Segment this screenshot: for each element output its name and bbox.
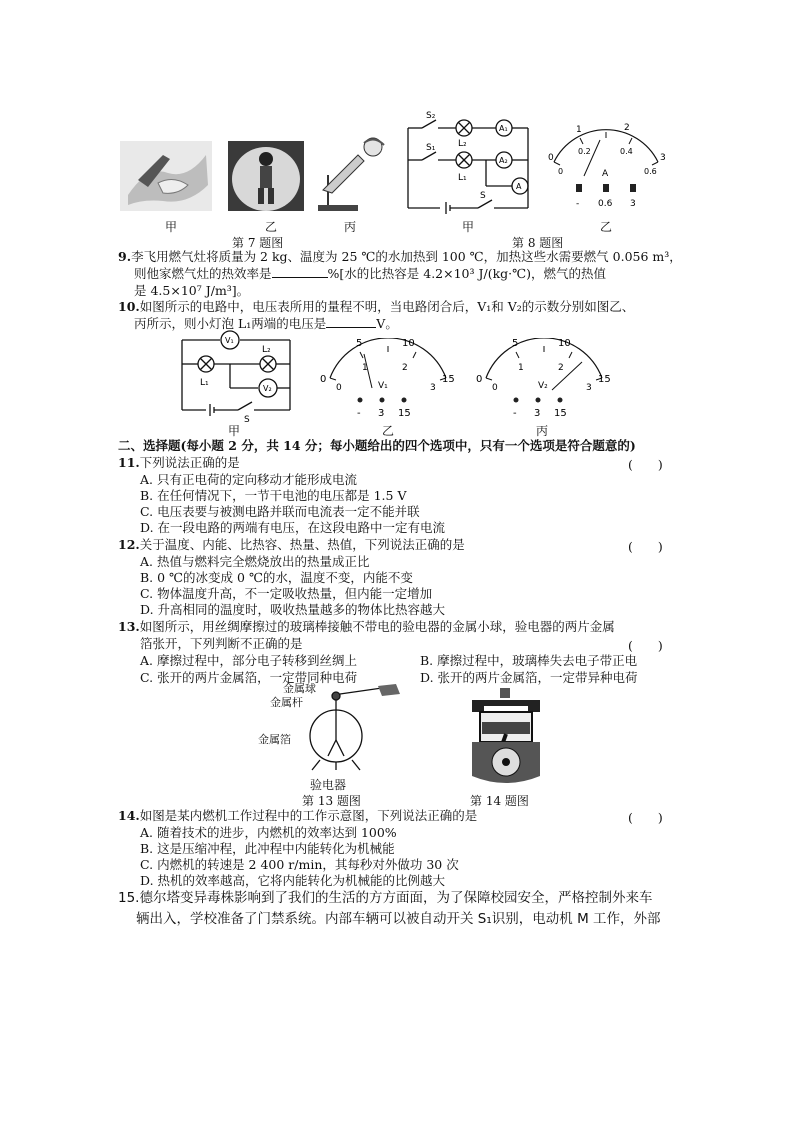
q11-stem xyxy=(118,455,240,470)
fig8-label-l2: L₂ xyxy=(458,139,467,149)
fig8-label-a1: A₁ xyxy=(499,124,508,133)
fig8-caption: 第 8 题图 xyxy=(512,236,564,250)
fig8-label-s1: S₁ xyxy=(426,143,436,153)
fig10-v1-sub-0: 0 xyxy=(336,383,342,393)
fig10-v2-end-0: 0 xyxy=(476,374,483,385)
fig10-v1-name: V₁ xyxy=(378,381,388,391)
q9-line2 xyxy=(134,266,606,281)
q15-number: 15. xyxy=(118,890,140,906)
q11-option-a[interactable]: A. 只有正电荷的定向移动才能形成电流 xyxy=(140,472,357,487)
q14-option-a[interactable]: A. 随着技术的进步，内燃机的效率达到 100% xyxy=(140,825,397,840)
fig8-tick-3: 3 xyxy=(660,153,666,163)
fig10-v1-term-neg: - xyxy=(357,408,361,419)
fig10-circuit xyxy=(172,330,300,422)
q9-answer-blank[interactable] xyxy=(272,266,328,278)
q14-number: 14. xyxy=(118,808,140,823)
q13-option-d[interactable]: D. 张开的两片金属箔，一定带异种电荷 xyxy=(420,670,638,685)
q9-number: 9. xyxy=(118,249,132,264)
q9-line3 xyxy=(134,283,249,298)
q12-answer-paren[interactable]: ( ) xyxy=(628,539,663,554)
fig8-term-neg: - xyxy=(576,199,580,209)
q9-line1 xyxy=(118,249,682,264)
q15-text1: 德尔塔变异毒株影响到了我们的生活的方方面面，为了保障校园安全，严格控制外来车 xyxy=(139,890,653,906)
fig10-label-v2: V₂ xyxy=(263,384,272,393)
fig8-ammeter xyxy=(540,118,670,213)
q15-line2: 辆出入，学校准备了门禁系统。内部车辆可以被自动开关 S₁识别，电动机 M 工作，外部 xyxy=(136,911,661,927)
q14-answer-paren[interactable]: ( ) xyxy=(628,810,663,825)
q10-text2b: V。 xyxy=(376,316,398,331)
fig10-v1-end-0: 0 xyxy=(320,374,327,385)
fig8-meter-unit: A xyxy=(602,169,609,179)
fig10-voltmeter-v2 xyxy=(474,338,614,422)
fig7-label-yi: 乙 xyxy=(265,220,278,234)
fig10-v2-name: V₂ xyxy=(538,381,548,391)
q9-text3: 是 4.5×10⁷ J/m³]。 xyxy=(134,283,250,298)
q12-option-c[interactable]: C. 物体温度升高，不一定吸收热量，但内能一定增加 xyxy=(140,586,433,601)
fig7-label-bing: 丙 xyxy=(344,220,357,234)
q13-number: 13. xyxy=(118,619,140,634)
q12-option-d[interactable]: D. 升高相同的温度时，吸收热量越多的物体比热容越大 xyxy=(140,602,446,617)
q13-stem-line1 xyxy=(118,619,615,634)
q14-stem xyxy=(118,808,477,823)
fig8-circuit xyxy=(400,110,540,220)
fig10-v2-sub-1: 1 xyxy=(518,363,524,373)
fig8-subtick-1: 0.2 xyxy=(578,147,591,156)
fig10-v1-sub-2: 2 xyxy=(402,363,408,373)
q12-option-a[interactable]: A. 热值与燃料完全燃烧放出的热量成正比 xyxy=(140,554,370,569)
fig10-v2-term-3: 3 xyxy=(534,408,541,419)
fig8-subtick-2: 0.4 xyxy=(620,147,633,156)
q11-option-b[interactable]: B. 在任何情况下，一节干电池的电压都是 1.5 V xyxy=(140,488,407,503)
q10-text1: 如图所示的电路中，电压表所用的量程不明，当电路闭合后，V₁和 V₂的示数分别如图乙、 xyxy=(139,299,635,314)
q14-option-d[interactable]: D. 热机的效率越高，它将内能转化为机械能的比例越大 xyxy=(140,873,446,888)
fig7-label-jia: 甲 xyxy=(165,220,178,234)
fig7-caption: 第 7 题图 xyxy=(232,236,284,250)
fig10-v2-top-5: 5 xyxy=(512,338,519,349)
fig13-caption: 第 13 题图 xyxy=(302,794,361,808)
fig13-part-rod: 金属杆 xyxy=(270,696,303,709)
q10-answer-blank[interactable] xyxy=(326,316,376,328)
q13-stem-text1: 如图所示，用丝绸摩擦过的玻璃棒接触不带电的验电器的金属小球，验电器的两片金属 xyxy=(139,619,615,634)
fig10-label-l1: L₁ xyxy=(200,378,209,388)
fig13-part-leaf: 金属箔 xyxy=(258,733,291,746)
fig8-subtick-0: 0 xyxy=(558,167,564,176)
q11-number: 11. xyxy=(118,455,140,470)
q13-option-a[interactable]: A. 摩擦过程中，部分电子转移到丝绸上 xyxy=(140,653,357,668)
q10-line2 xyxy=(134,316,398,331)
fig10-v2-sub-2: 2 xyxy=(558,363,564,373)
q14-stem-text: 如图是某内燃机工作过程中的工作示意图，下列说法正确的是 xyxy=(139,808,478,823)
q15-line1 xyxy=(118,891,652,906)
fig8-tick-2: 2 xyxy=(624,123,630,133)
fig10-v1-sub-1: 1 xyxy=(362,363,368,373)
fig10-v2-top-10: 10 xyxy=(558,338,571,349)
q9-text2a: 则他家燃气灶的热效率是 xyxy=(134,266,272,281)
fig14-caption: 第 14 题图 xyxy=(470,794,529,808)
fig8-tick-1: 1 xyxy=(576,125,582,135)
fig10-label-jia: 甲 xyxy=(228,424,241,438)
fig8-label-l1: L₁ xyxy=(458,173,467,183)
q11-stem-text: 下列说法正确的是 xyxy=(139,455,240,470)
fig8-label-yi: 乙 xyxy=(600,220,613,234)
fig10-v1-top-5: 5 xyxy=(356,338,363,349)
fig10-label-s: S xyxy=(244,415,250,422)
fig8-tick-0: 0 xyxy=(548,153,554,163)
q10-line1 xyxy=(118,299,634,314)
fig10-v1-sub-3: 3 xyxy=(430,383,436,393)
fig10-v2-sub-0: 0 xyxy=(492,383,498,393)
fig10-v1-top-10: 10 xyxy=(402,338,415,349)
fig7-photos xyxy=(118,135,408,215)
q11-option-d[interactable]: D. 在一段电路的两端有电压，在这段电路中一定有电流 xyxy=(140,520,446,535)
fig10-v2-term-15: 15 xyxy=(554,408,567,419)
fig10-v2-end-15: 15 xyxy=(598,374,611,385)
q14-option-b[interactable]: B. 这是压缩冲程，此冲程中内能转化为机械能 xyxy=(140,841,395,856)
fig10-v1-end-15: 15 xyxy=(442,374,455,385)
fig10-label-v1: V₁ xyxy=(225,336,234,345)
q11-answer-paren[interactable]: ( ) xyxy=(628,457,663,472)
q13-option-c[interactable]: C. 张开的两片金属箔，一定带同种电荷 xyxy=(140,670,358,685)
q9-text2b: %[水的比热容是 4.2×10³ J/(kg·℃)，燃气的热值 xyxy=(327,266,606,281)
fig8-label-s: S xyxy=(480,191,486,201)
q13-option-b[interactable]: B. 摩擦过程中，玻璃棒失去电子带正电 xyxy=(420,653,638,668)
fig13-part-ball: 金属球 xyxy=(283,682,316,695)
q12-number: 12. xyxy=(118,537,140,552)
fig8-label-a2: A₂ xyxy=(499,156,508,165)
q12-option-b[interactable]: B. 0 ℃的冰变成 0 ℃的水，温度不变，内能不变 xyxy=(140,570,413,585)
fig10-v2-sub-3: 3 xyxy=(586,383,592,393)
q12-stem-text: 关于温度、内能、比热容、热量、热值，下列说法正确的是 xyxy=(139,537,465,552)
fig10-v2-term-neg: - xyxy=(513,408,517,419)
fig8-subtick-3: 0.6 xyxy=(644,167,657,176)
q10-number: 10. xyxy=(118,299,140,314)
fig8-term-3: 3 xyxy=(630,199,636,209)
q14-option-c[interactable]: C. 内燃机的转速是 2 400 r/min，其每秒对外做功 30 次 xyxy=(140,857,459,872)
fig10-label-bing: 丙 xyxy=(536,424,549,438)
fig8-label-jia: 甲 xyxy=(462,220,475,234)
q12-stem xyxy=(118,537,465,552)
fig10-voltmeter-v1 xyxy=(318,338,458,422)
fig10-v1-term-15: 15 xyxy=(398,408,411,419)
q13-stem-line2: 箔张开，下列判断不正确的是 xyxy=(140,636,303,651)
fig10-label-yi: 乙 xyxy=(382,424,395,438)
fig8-term-06: 0.6 xyxy=(598,199,613,209)
q9-text1: 李飞用燃气灶将质量为 2 kg、温度为 25 ℃的水加热到 100 ℃，加热这些水需要燃气 0.056 m³， xyxy=(131,249,682,264)
fig8-label-s2: S₂ xyxy=(426,111,436,121)
q10-text2a: 丙所示，则小灯泡 L₁两端的电压是 xyxy=(134,316,327,331)
fig10-v1-term-3: 3 xyxy=(378,408,385,419)
fig8-label-a: A xyxy=(516,182,522,191)
fig10-label-l2: L₂ xyxy=(262,345,271,355)
section2-title: 二、选择题(每小题 2 分，共 14 分；每小题给出的四个选项中，只有一个选项是符合题意的) xyxy=(118,438,636,453)
q13-answer-paren[interactable]: ( ) xyxy=(628,638,663,653)
fig14-engine xyxy=(466,686,546,786)
q11-option-c[interactable]: C. 电压表要与被测电路并联而电流表一定不能并联 xyxy=(140,504,420,519)
fig13-name: 验电器 xyxy=(310,778,347,792)
